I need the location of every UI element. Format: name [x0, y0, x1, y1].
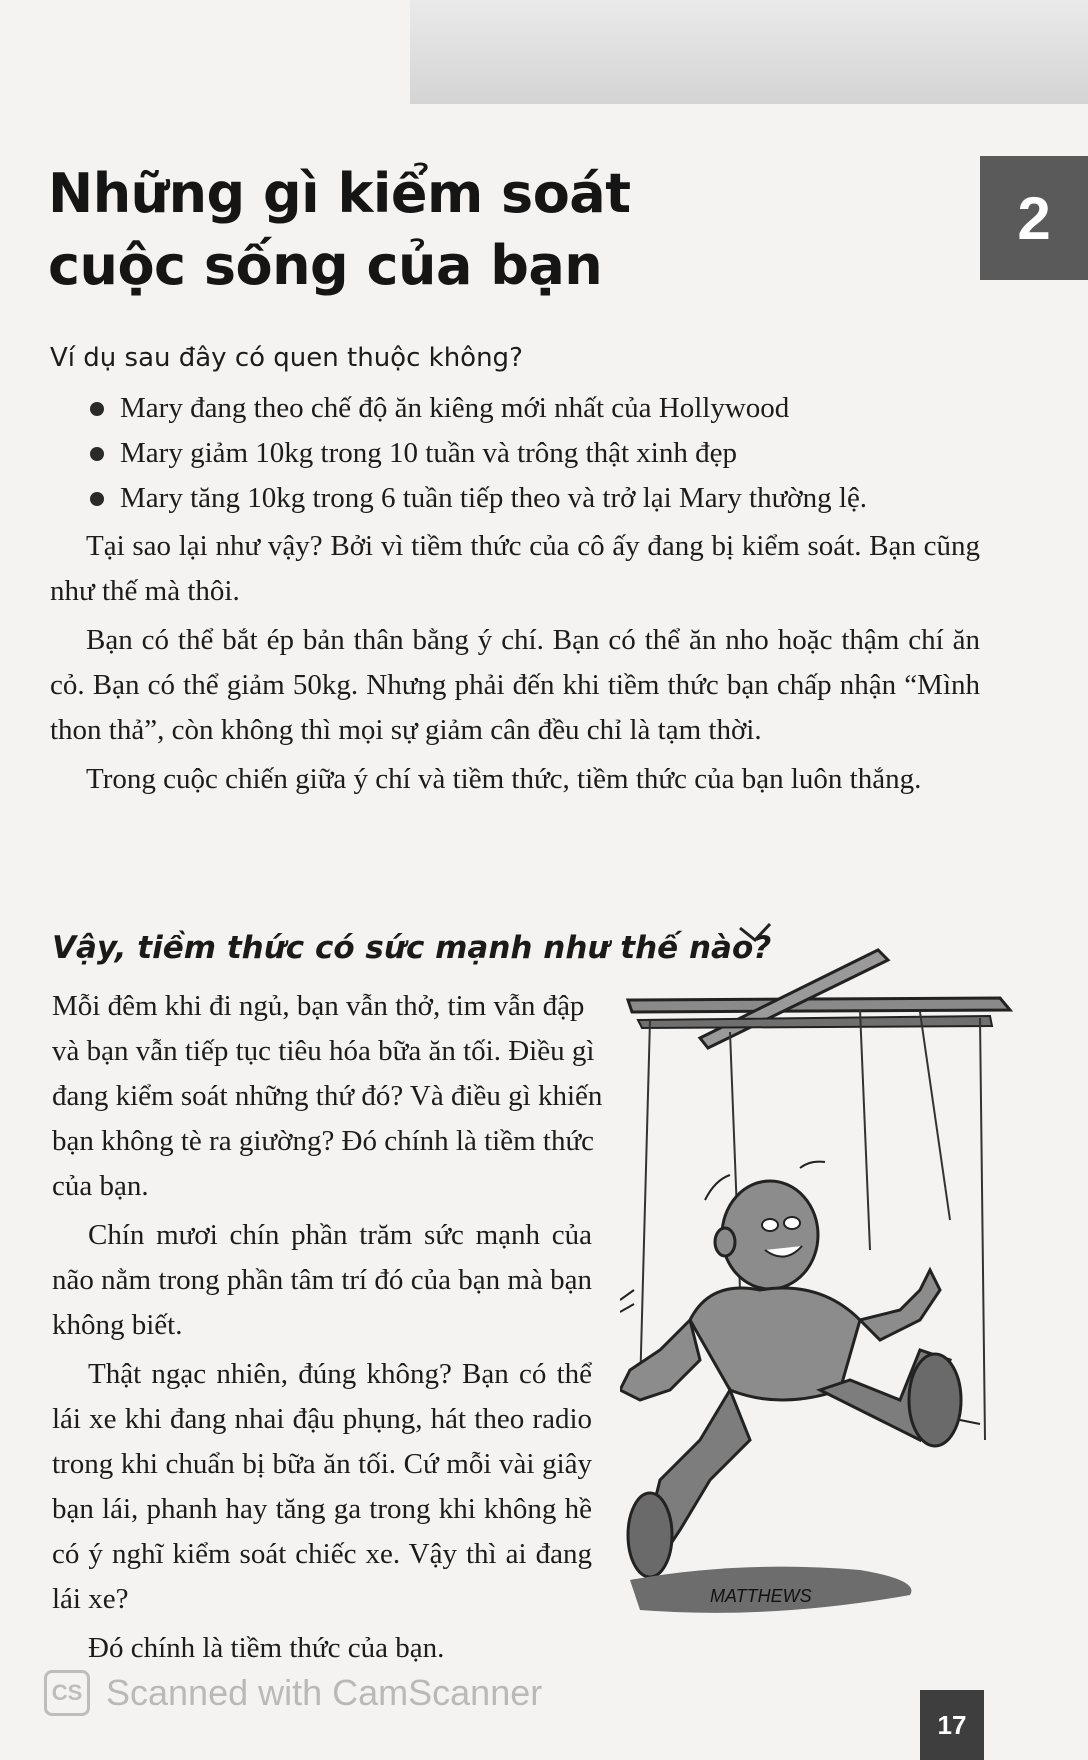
list-item: Mary đang theo chế độ ăn kiêng mới nhất của Hollywood	[88, 386, 867, 431]
puppet-control-bar	[628, 924, 1010, 1048]
header-band	[410, 0, 1088, 104]
camscanner-watermark	[44, 1670, 542, 1716]
camscanner-logo-icon: CS	[44, 1670, 90, 1716]
list-item: Mary giảm 10kg trong 10 tuần và trông thật xinh đẹp	[88, 431, 867, 476]
bullet-list	[88, 386, 867, 521]
paragraph: Chín mươi chín phần trăm sức mạnh của não nằm trong phần tâm trí đó của bạn mà bạn không biết.	[52, 1219, 592, 1341]
bullet-icon	[90, 492, 104, 506]
list-item: Mary tăng 10kg trong 6 tuần tiếp theo và trở lại Mary thường lệ.	[88, 476, 867, 521]
section-heading: Vậy, tiềm thức có sức mạnh như thế nào?	[52, 930, 772, 966]
paragraph: Trong cuộc chiến giữa ý chí và tiềm thức, tiềm thức của bạn luôn thắng.	[86, 763, 922, 795]
chapter-number: 2	[1017, 184, 1051, 252]
paragraph: Đó chính là tiềm thức của bạn.	[88, 1632, 445, 1664]
paragraph: Mỗi đêm khi đi ngủ, bạn vẫn thở, tim vẫn đập và bạn vẫn tiếp tục tiêu hóa bữa ăn tối. Điều gì đang kiểm soát những thứ đó? Và điều gì khiến bạn không tè ra giường? Đó chính là tiềm thức của bạn.	[52, 990, 603, 1202]
puppet-body	[620, 1181, 961, 1577]
watermark-text: Scanned with CamScanner	[106, 1672, 543, 1713]
puppet-illustration	[620, 920, 1060, 1640]
intro-question: Ví dụ sau đây có quen thuộc không?	[50, 343, 523, 373]
bullet-icon	[90, 402, 104, 416]
page-number: 17	[920, 1690, 984, 1760]
paragraph: Thật ngạc nhiên, đúng không? Bạn có thể lái xe khi đang nhai đậu phụng, hát theo radio trong khi chuẩn bị bữa ăn tối. Cứ mỗi vài giây bạn lái, phanh hay tăng ga trong khi không hề có ý nghĩ kiểm soát chiếc xe. Vậy thì ai đang lái xe?	[52, 1358, 592, 1615]
body-text	[50, 524, 980, 806]
paragraph: Tại sao lại như vậy? Bởi vì tiềm thức của cô ấy đang bị kiểm soát. Bạn cũng như thế mà thôi.	[50, 530, 980, 607]
paragraph: Bạn có thể bắt ép bản thân bằng ý chí. Bạn có thể ăn nho hoặc thậm chí ăn cỏ. Bạn có thể giảm 50kg. Nhưng phải đến khi tiềm thức bạn chấp nhận “Mình thon thả”, còn không thì mọi sự giảm cân đều chỉ là tạm thời.	[50, 624, 980, 746]
chapter-number-tab	[980, 156, 1088, 280]
chapter-title	[48, 158, 631, 302]
illustrator-signature: MATTHEWS	[710, 1586, 812, 1606]
chapter-title-line2: cuộc sống của bạn	[48, 234, 603, 297]
bullet-icon	[90, 447, 104, 461]
chapter-title-line1: Những gì kiểm soát	[48, 162, 631, 225]
section-text	[52, 984, 652, 1675]
